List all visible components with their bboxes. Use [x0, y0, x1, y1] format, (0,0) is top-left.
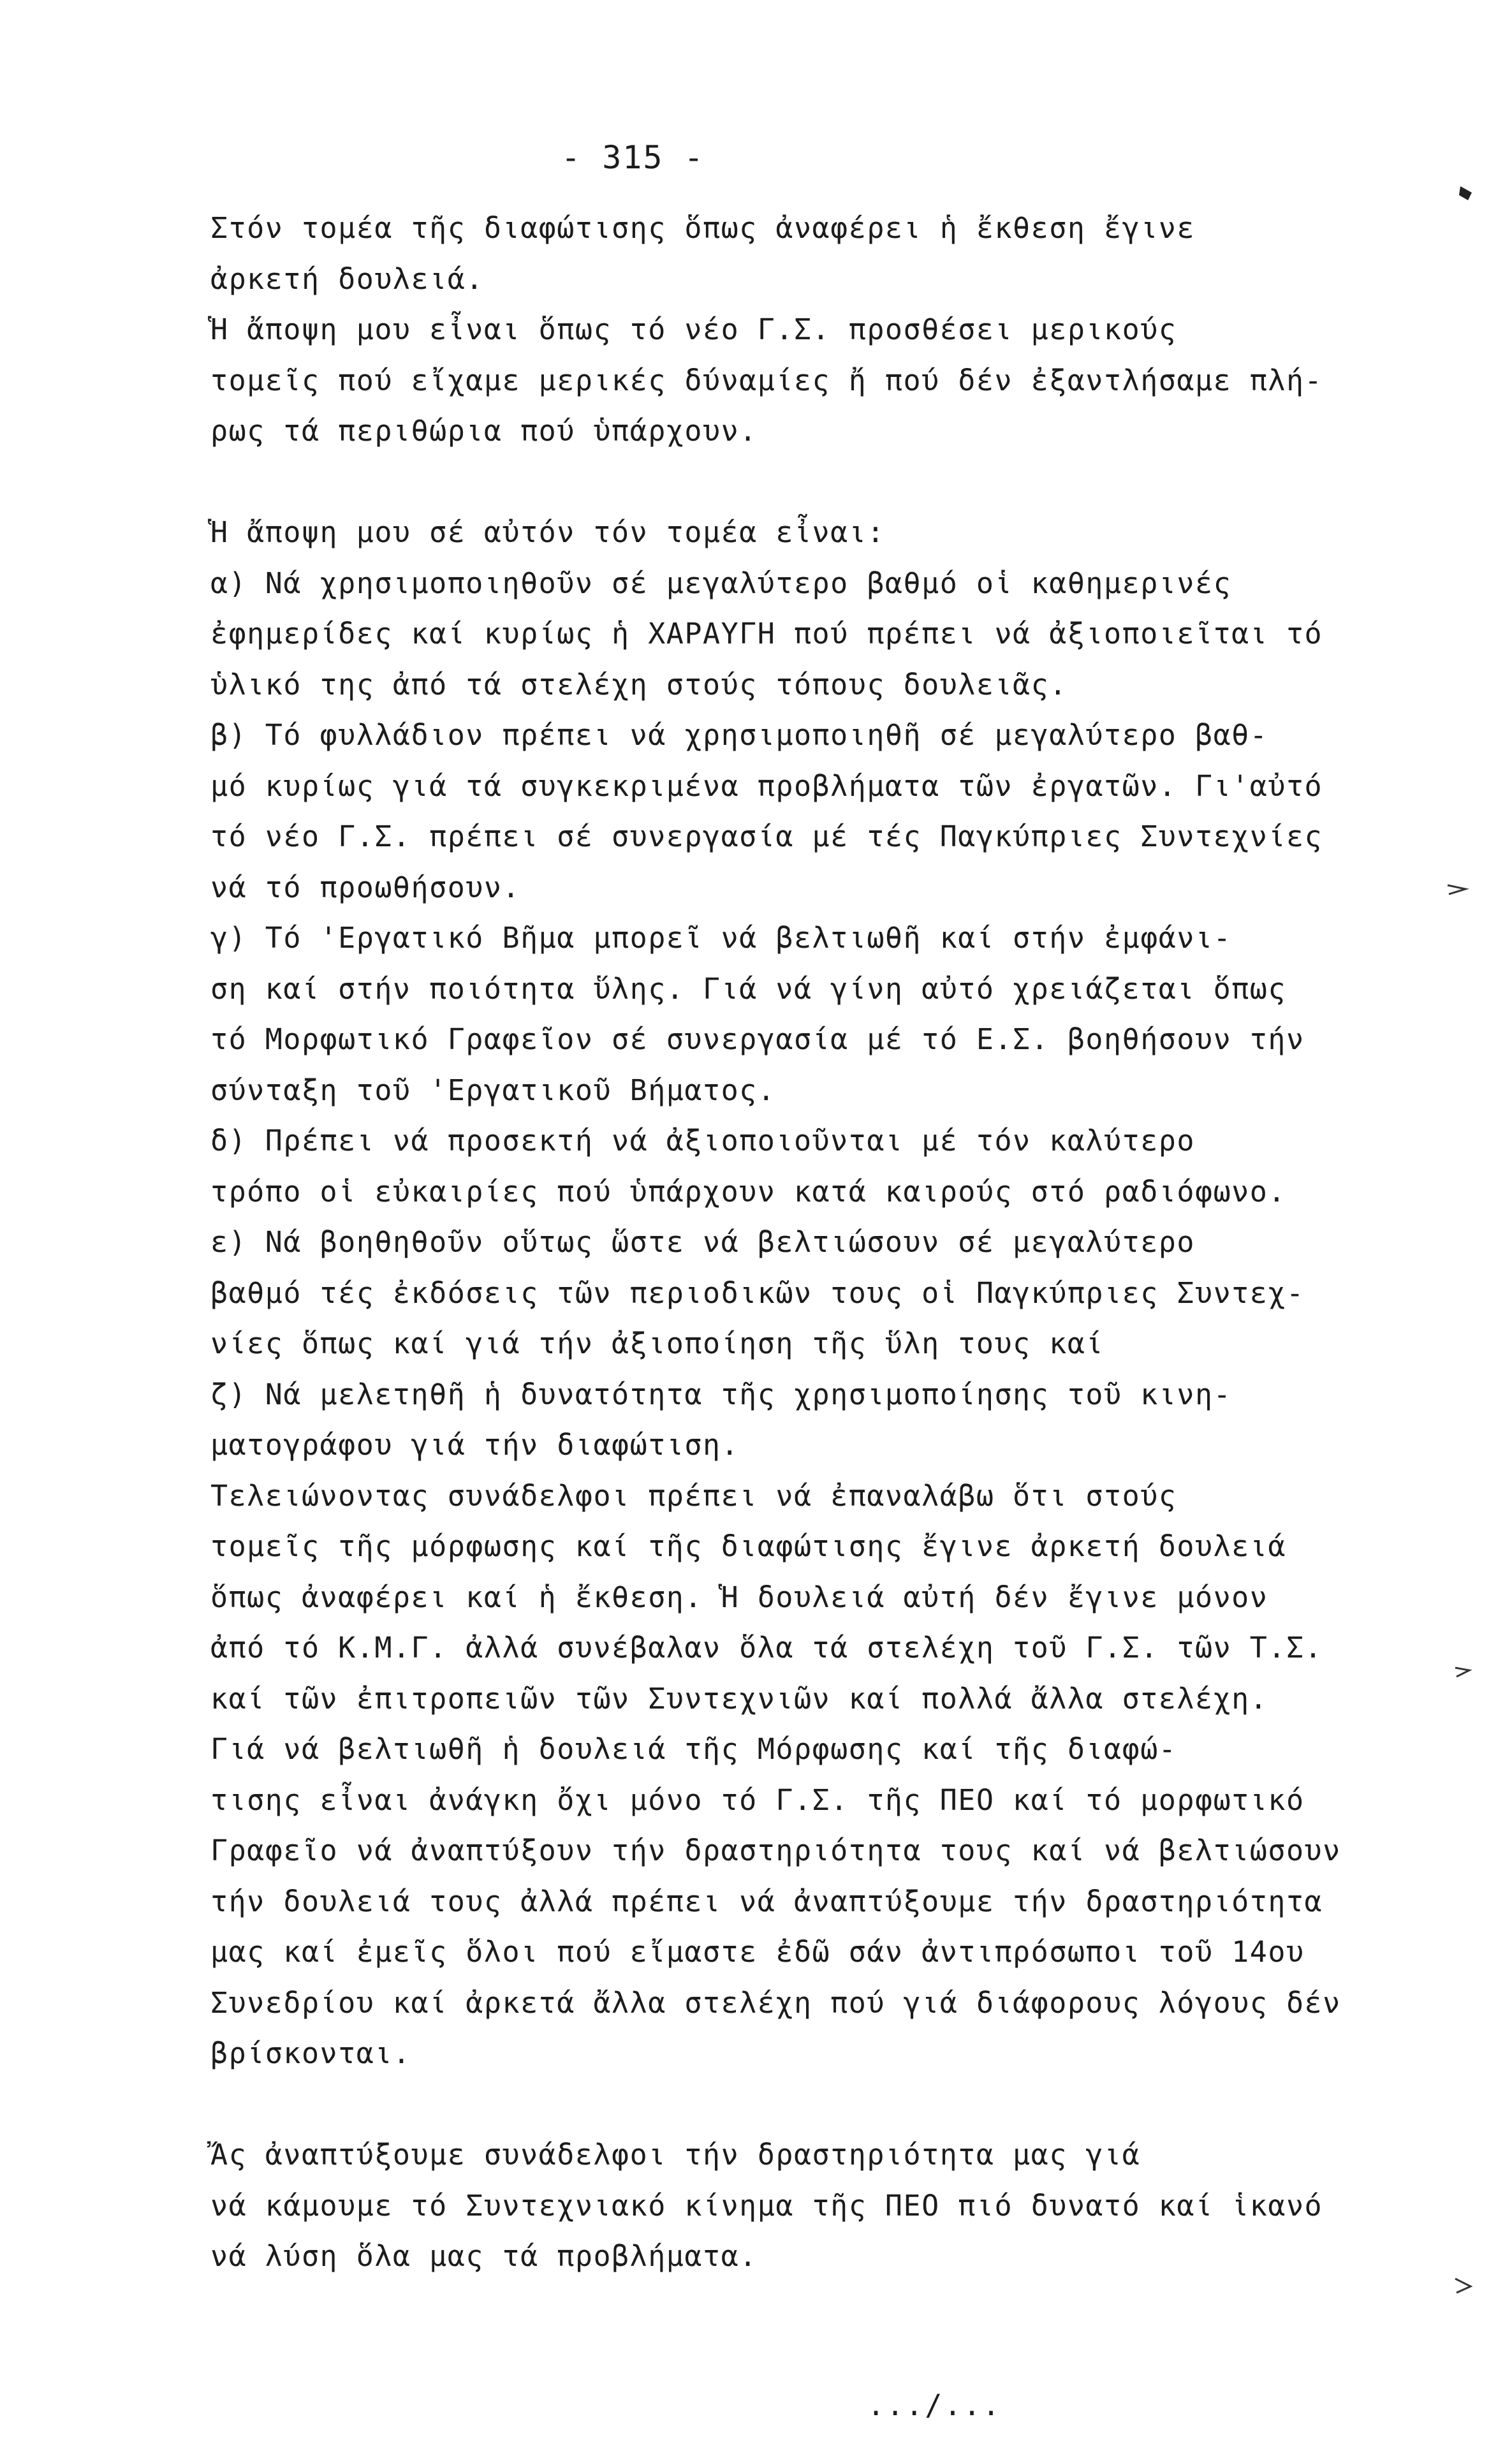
text-line: νίες ὅπως καί γιά τήν ἀξιοποίηση τῆς ὕλη τους καί: [210, 1327, 1105, 1360]
text-line: τισης εἶναι ἀνάγκη ὄχι μόνο τό Γ.Σ. τῆς ΠΕΟ καί τό μορφωτικό: [210, 1783, 1305, 1817]
margin-arrow-icon: [1455, 2279, 1471, 2293]
text-line: Ἡ ἄποψη μου εἶναι ὅπως τό νέο Γ.Σ. προσθέσει μερικούς: [210, 313, 1177, 346]
text-line: Γιά νά βελτιωθῆ ἡ δουλειά τῆς Μόρφωσης καί τῆς διαφώ-: [210, 1732, 1177, 1766]
text-line: τό Μορφωτικό Γραφεῖον σέ συνεργασία μέ τό Ε.Σ. βοηθήσουν τήν: [210, 1022, 1305, 1056]
text-line: νά τό προωθήσουν.: [210, 870, 521, 904]
text-line: [210, 457, 1333, 508]
text-line: γ) Τό 'Εργατικό Βῆμα μπορεῖ νά βελτιωθῆ καί στήν ἐμφάνι-: [210, 921, 1232, 955]
page-number: - 315 -: [561, 139, 705, 176]
document-body: [210, 203, 1341, 2282]
text-line: Ἡ ἄποψη μου σέ αὐτόν τόν τομέα εἶναι:: [210, 515, 885, 549]
text-line: β) Τό φυλλάδιον πρέπει νά χρησιμοποιηθῆ σέ μεγαλύτερο βαθ-: [210, 718, 1268, 752]
text-line: τομεῖς πού εἴχαμε μερικές δύναμίες ἤ πού δέν ἐξαντλήσαμε πλή-: [210, 363, 1323, 397]
text-line: βαθμό τές ἐκδόσεις τῶν περιοδικῶν τους οἱ Παγκύπριες Συντεχ-: [210, 1276, 1305, 1310]
text-line: ρως τά περιθώρια πού ὑπάρχουν.: [210, 414, 758, 448]
text-line: ἀρκετή δουλειά.: [210, 261, 484, 296]
text-line: καί τῶν ἐπιτροπειῶν τῶν Συντεχνιῶν καί πολλά ἄλλα στελέχη.: [210, 1681, 1268, 1716]
text-line: σύνταξη τοῦ 'Εργατικοῦ Βήματος.: [210, 1073, 776, 1107]
text-line: δ) Πρέπει νά προσεκτή νά ἀξιοποιοῦνται μέ τόν καλύτερο: [210, 1124, 1195, 1158]
text-line: ὑλικό της ἀπό τά στελέχη στούς τόπους δουλειᾶς.: [210, 667, 1068, 702]
text-line: τό νέο Γ.Σ. πρέπει σέ συνεργασία μέ τές Παγκύπριες Συντεχνίες: [210, 820, 1323, 853]
text-line: μό κυρίως γιά τά συγκεκριμένα προβλήματα τῶν ἐργατῶν. Γι'αὐτό: [210, 768, 1323, 803]
text-line: ση καί στήν ποιότητα ὕλης. Γιά νά γίνη αὐτό χρειάζεται ὅπως: [210, 971, 1286, 1006]
text-line: ὅπως ἀναφέρει καί ἡ ἔκθεση. Ἡ δουλειά αὐτή δέν ἔγινε μόνον: [210, 1580, 1268, 1614]
text-line: ε) Νά βοηθηθοῦν οὕτως ὥστε νά βελτιώσουν σέ μεγαλύτερο: [210, 1225, 1195, 1259]
text-line: ματογράφου γιά τήν διαφώτιση.: [210, 1428, 740, 1462]
text-line: τομεῖς τῆς μόρφωσης καί τῆς διαφώτισης ἔγινε ἀρκετή δουλειά: [210, 1529, 1286, 1563]
margin-speck-icon: [1459, 186, 1472, 200]
margin-arrow-icon: [1448, 885, 1465, 894]
text-line: τρόπο οἱ εὐκαιρίες πού ὑπάρχουν κατά καιρούς στό ραδιόφωνο.: [210, 1174, 1286, 1209]
text-line: Συνεδρίου καί ἀρκετά ἄλλα στελέχη πού γιά διάφορους λόγους δέν: [210, 1985, 1341, 2020]
text-line: νά λύση ὅλα μας τά προβλήματα.: [210, 2239, 758, 2273]
text-line: νά κάμουμε τό Συντεχνιακό κίνημα τῆς ΠΕΟ πιό δυνατό καί ἱκανό: [210, 2188, 1323, 2223]
margin-arrow-icon: [1455, 1668, 1469, 1677]
text-line: βρίσκονται.: [210, 2036, 411, 2070]
text-line: ζ) Νά μελετηθῆ ἡ δυνατότητα τῆς χρησιμοποίησης τοῦ κινη-: [210, 1377, 1232, 1411]
text-line: Γραφεῖο νά ἀναπτύξουν τήν δραστηριότητα τους καί νά βελτιώσουν: [210, 1834, 1341, 1867]
text-line: τήν δουλειά τους ἀλλά πρέπει νά ἀναπτύξουμε τήν δραστηριότητα: [210, 1884, 1323, 1918]
text-line: [210, 2079, 1333, 2130]
text-line: ἀπό τό Κ.Μ.Γ. ἀλλά συνέβαλαν ὅλα τά στελέχη τοῦ Γ.Σ. τῶν Τ.Σ.: [210, 1631, 1323, 1665]
text-line: Στόν τομέα τῆς διαφώτισης ὅπως ἀναφέρει ἡ ἔκθεση ἔγινε: [210, 211, 1195, 245]
text-line: μας καί ἐμεῖς ὅλοι πού εἴμαστε ἐδῶ σάν ἀντιπρόσωποι τοῦ 14ου: [210, 1935, 1305, 1969]
text-line: α) Νά χρησιμοποιηθοῦν σέ μεγαλύτερο βαθμό οἱ καθημερινές: [210, 566, 1232, 600]
text-line: Τελειώνοντας συνάδελφοι πρέπει νά ἐπαναλάβω ὅτι στούς: [210, 1478, 1177, 1513]
text-line: ἐφημερίδες καί κυρίως ἡ ΧΑΡΑΥΓΗ πού πρέπει νά ἀξιοποιεῖται τό: [210, 617, 1323, 651]
text-line: Ἄς ἀναπτύξουμε συνάδελφοι τήν δραστηριότητα μας γιά: [210, 2138, 1141, 2172]
continuation-mark: .../...: [867, 2388, 1002, 2422]
